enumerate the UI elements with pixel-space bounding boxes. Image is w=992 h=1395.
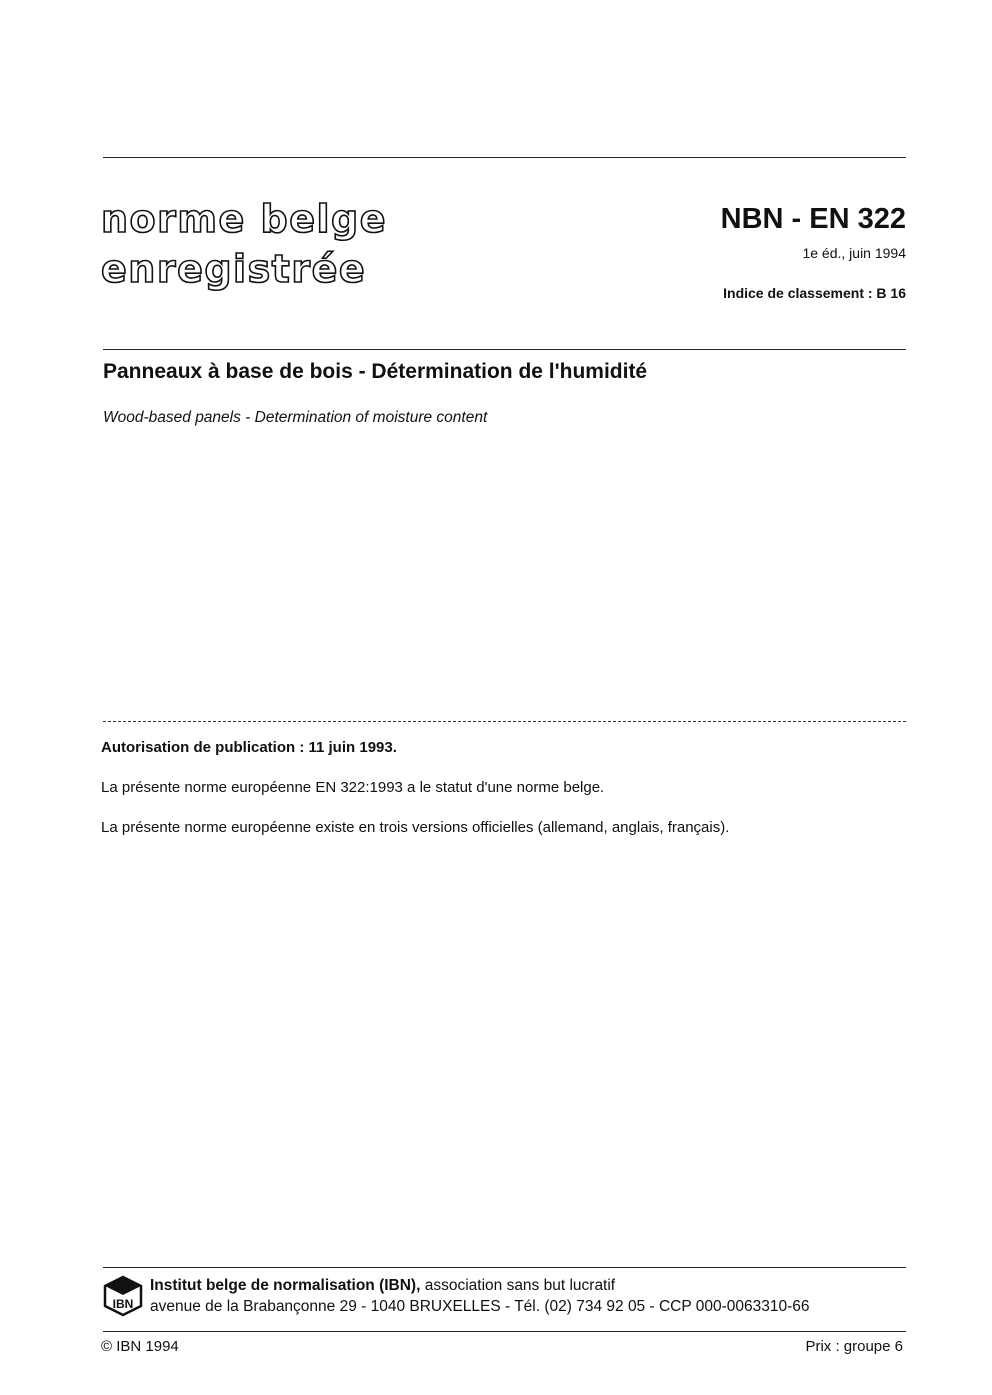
institute-address: avenue de la Brabançonne 29 - 1040 BRUXELLES - Tél. (02) 734 92 05 - CCP 000-0063310-66 <box>150 1298 810 1315</box>
paragraph-versions: La présente norme européenne existe en trois versions officielles (allemand, anglais, français). <box>101 819 730 836</box>
standard-code: NBN - EN 322 <box>720 203 906 235</box>
copyright: © IBN 1994 <box>101 1338 179 1355</box>
institute-name: Institut belge de normalisation (IBN), <box>150 1277 421 1294</box>
bottom-rule <box>103 1331 906 1332</box>
brand-line-1: norme belge <box>101 197 387 241</box>
logo-text: IBN <box>112 1297 134 1311</box>
title-english: Wood-based panels - Determination of moisture content <box>103 409 488 426</box>
paragraph-status: La présente norme européenne EN 322:1993 a le statut d'une norme belge. <box>101 779 605 796</box>
institute-description: association sans but lucratif <box>420 1277 616 1294</box>
institute-line <box>150 1277 615 1295</box>
price-group: Prix : groupe 6 <box>805 1338 903 1355</box>
ibn-logo-icon <box>103 1275 143 1317</box>
edition: 1e éd., juin 1994 <box>802 245 906 261</box>
top-rule <box>103 157 906 158</box>
title-rule <box>103 349 906 350</box>
footer-rule <box>103 1267 906 1268</box>
body-rule <box>103 721 906 722</box>
brand-line-2: enregistrée <box>101 247 367 291</box>
classification-index: Indice de classement : B 16 <box>723 285 906 301</box>
authorization-date: Autorisation de publication : 11 juin 1993. <box>101 739 397 756</box>
title-french: Panneaux à base de bois - Détermination de l'humidité <box>103 360 648 383</box>
